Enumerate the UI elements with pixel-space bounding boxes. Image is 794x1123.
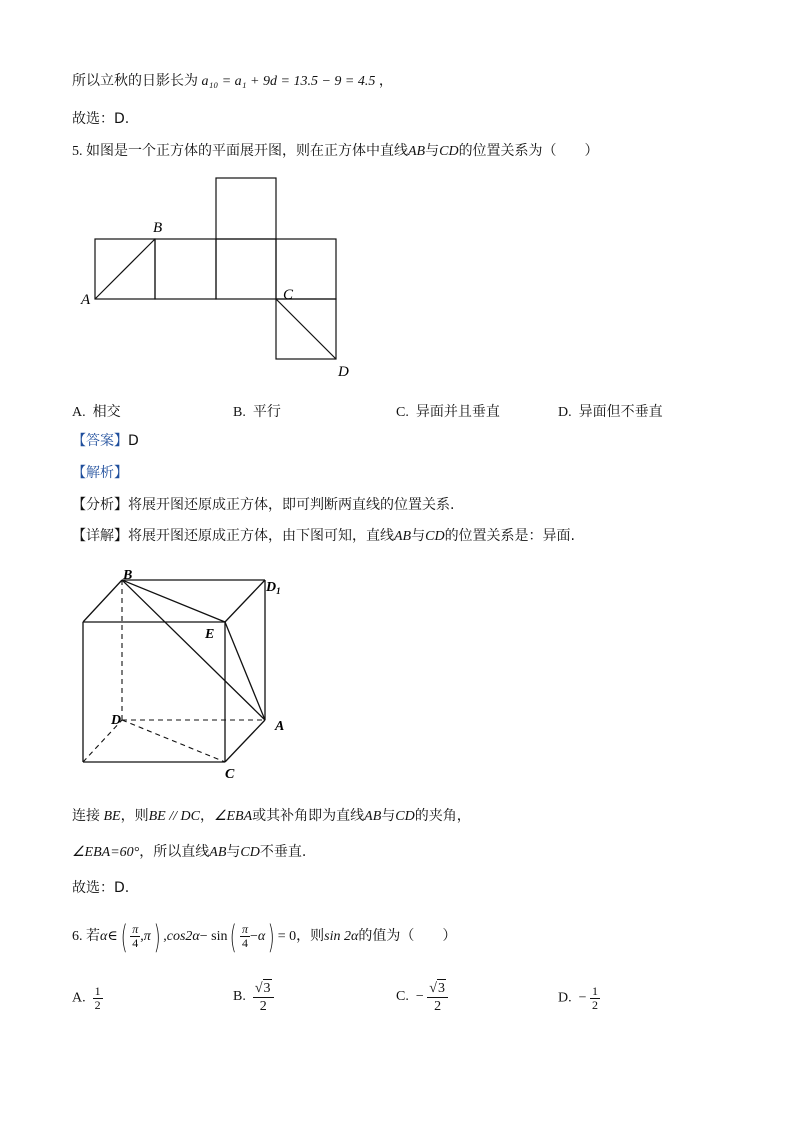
cube-label-e: E: [205, 627, 215, 642]
q5-answer-line: 故选：D.: [72, 880, 130, 896]
prev-conclusion: 所以立秋的日影长为 a₁₀ = a₁ + 9d = 13.5 − 9 = 4.5 ，: [72, 73, 393, 89]
q5-option-a: A. 相交: [72, 404, 121, 420]
line-ea: [225, 622, 265, 720]
line-be: [122, 580, 225, 622]
net-square-2: [155, 239, 216, 299]
q5-answer: 【答案】D: [72, 433, 139, 449]
line-ba: [122, 580, 265, 720]
q6-stem: 6. 若α∈( $\frac{\pi}{4}$ ,π) ,cos2α− sin( $\frac{\pi}{4}$ −α) = 0，则sin 2α的值为（ ）: [72, 917, 457, 956]
net-label-d: D: [338, 364, 349, 380]
net-label-a: A: [81, 292, 91, 308]
cube-label-d1: $D_1$: [266, 580, 281, 596]
q6-option-b: B. $\frac{√3}{2}$: [233, 979, 274, 1015]
q6-frac-pi4-2: $\frac{\pi}{4}$: [241, 922, 248, 951]
net-label-b: B: [153, 220, 163, 236]
prev-conclusion-text: 所以立秋的日影长为: [72, 73, 198, 89]
q5-analysis-tag: 【解析】: [72, 465, 128, 481]
cube-label-a: A: [275, 719, 285, 734]
q6-option-c: C. − $\frac{√3}{2}$: [396, 979, 448, 1015]
q5-option-d: D. 异面但不垂直: [558, 404, 663, 420]
segment-ab: [95, 239, 155, 299]
net-square-top: [216, 178, 276, 239]
q5-xiangjie: 【详解】将展开图还原成正方体，由下图可知，直线AB与CD的位置关系是：异面.: [72, 528, 576, 544]
q5-option-c: C. 异面并且垂直: [396, 404, 500, 420]
net-square-3: [216, 239, 276, 299]
prev-formula: a₁₀ = a₁ + 9d = 13.5 − 9 = 4.5: [201, 74, 376, 89]
net-label-c: C: [283, 287, 294, 303]
q6-frac-pi4: $\frac{\pi}{4}$: [132, 922, 139, 951]
cube-3d-figure: [75, 565, 300, 785]
q6-option-d: D. − $\frac{1}{2}$: [558, 984, 599, 1012]
cube-label-c: C: [225, 767, 235, 782]
q5-option-b: B. 平行: [233, 404, 281, 420]
segment-cd: [276, 299, 336, 359]
q5-solution-1: 连接 BE，则BE // DC，∠EBA或其补角即为直线AB与CD的夹角，: [72, 808, 471, 824]
q5-fenxi: 【分析】将展开图还原成正方体，即可判断两直线的位置关系.: [72, 497, 455, 513]
cube-label-d: D: [111, 713, 122, 728]
line-dc: [122, 720, 225, 762]
prev-answer-line: 故选：D.: [72, 111, 130, 127]
q5-solution-2: ∠EBA=60°，所以直线AB与CD不垂直.: [72, 844, 307, 860]
q5-stem: 5. 如图是一个正方体的平面展开图，则在正方体中直线AB与CD的位置关系为（ ）: [72, 143, 599, 159]
cube-net-figure: [70, 165, 370, 387]
cube-label-b: B: [123, 568, 133, 583]
q6-option-a: A. $\frac{1}{2}$: [72, 984, 101, 1012]
answer-tag: 【答案】: [72, 433, 128, 449]
